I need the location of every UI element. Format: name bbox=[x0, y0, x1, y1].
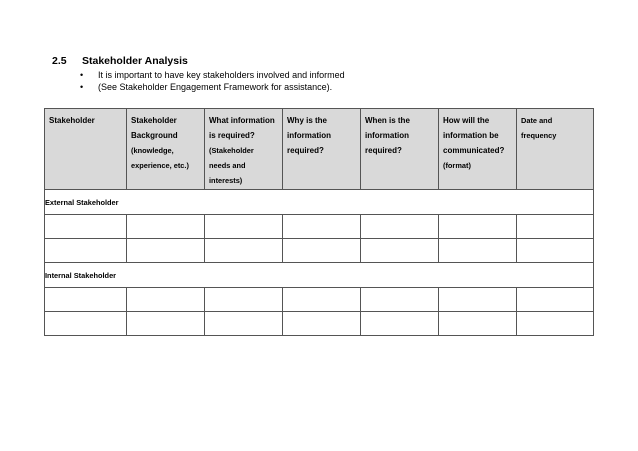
table-cell[interactable] bbox=[517, 215, 594, 239]
table-header-row bbox=[45, 109, 594, 190]
table-row bbox=[45, 312, 594, 336]
table-cell[interactable] bbox=[361, 312, 439, 336]
header-line: experience, etc.) bbox=[131, 161, 189, 170]
header-line: required? bbox=[365, 146, 402, 155]
table-cell[interactable] bbox=[127, 288, 205, 312]
group-row-external bbox=[45, 190, 594, 215]
header-line: is required? bbox=[209, 131, 255, 140]
header-line: needs and bbox=[209, 161, 246, 170]
table-cell[interactable] bbox=[517, 312, 594, 336]
table-cell[interactable] bbox=[439, 288, 517, 312]
header-line: frequency bbox=[521, 131, 557, 140]
table-cell[interactable] bbox=[45, 288, 127, 312]
table-row bbox=[45, 288, 594, 312]
header-line: (format) bbox=[443, 161, 471, 170]
table-cell[interactable] bbox=[361, 239, 439, 263]
header-line: (knowledge, bbox=[131, 146, 174, 155]
header-line: required? bbox=[287, 146, 324, 155]
table-cell[interactable] bbox=[361, 288, 439, 312]
table-cell[interactable] bbox=[517, 239, 594, 263]
header-line: Stakeholder bbox=[49, 116, 95, 125]
table-cell[interactable] bbox=[439, 312, 517, 336]
header-why-required bbox=[283, 109, 361, 190]
bullet-item bbox=[80, 69, 345, 81]
table-cell[interactable] bbox=[283, 215, 361, 239]
header-stakeholder bbox=[45, 109, 127, 190]
table-cell[interactable] bbox=[45, 215, 127, 239]
table-cell[interactable] bbox=[205, 312, 283, 336]
bullet-list bbox=[80, 69, 345, 93]
group-row-internal bbox=[45, 263, 594, 288]
bullet-text: (See Stakeholder Engagement Framework for assistance). bbox=[98, 82, 333, 92]
header-line: How will the bbox=[443, 116, 490, 125]
header-information-required bbox=[205, 109, 283, 190]
table-row bbox=[45, 215, 594, 239]
table-cell[interactable] bbox=[127, 312, 205, 336]
section-heading bbox=[52, 55, 188, 67]
group-label: Internal Stakeholder bbox=[45, 263, 594, 288]
table-cell[interactable] bbox=[439, 215, 517, 239]
header-when-required bbox=[361, 109, 439, 190]
section-number: 2.5 bbox=[52, 55, 67, 67]
group-label: External Stakeholder bbox=[45, 190, 594, 215]
header-line: (Stakeholder bbox=[209, 146, 254, 155]
table-cell[interactable] bbox=[127, 215, 205, 239]
table-cell[interactable] bbox=[205, 288, 283, 312]
header-line: Background bbox=[131, 131, 178, 140]
header-line: interests) bbox=[209, 176, 243, 185]
header-line: information bbox=[365, 131, 409, 140]
table-cell[interactable] bbox=[283, 288, 361, 312]
bullet-icon: • bbox=[80, 82, 84, 92]
table-cell[interactable] bbox=[361, 215, 439, 239]
table-cell[interactable] bbox=[205, 239, 283, 263]
bullet-item bbox=[80, 81, 345, 93]
table-cell[interactable] bbox=[283, 312, 361, 336]
header-line: Why is the bbox=[287, 116, 328, 125]
header-line: Date and bbox=[521, 116, 553, 125]
section-title: Stakeholder Analysis bbox=[82, 55, 188, 67]
header-stakeholder-background bbox=[127, 109, 205, 190]
table-cell[interactable] bbox=[439, 239, 517, 263]
header-line: information be bbox=[443, 131, 499, 140]
header-line: Stakeholder bbox=[131, 116, 177, 125]
table-cell[interactable] bbox=[127, 239, 205, 263]
bullet-text: It is important to have key stakeholders involved and informed bbox=[98, 70, 345, 80]
header-date-frequency bbox=[517, 109, 594, 190]
table-cell[interactable] bbox=[45, 312, 127, 336]
header-line: communicated? bbox=[443, 146, 505, 155]
header-how-communicated bbox=[439, 109, 517, 190]
header-line: When is the bbox=[365, 116, 410, 125]
header-line: What information bbox=[209, 116, 275, 125]
table-cell[interactable] bbox=[283, 239, 361, 263]
header-line: information bbox=[287, 131, 331, 140]
bullet-icon: • bbox=[80, 70, 84, 80]
table-cell[interactable] bbox=[205, 215, 283, 239]
table-cell[interactable] bbox=[517, 288, 594, 312]
table-row bbox=[45, 239, 594, 263]
table-cell[interactable] bbox=[45, 239, 127, 263]
stakeholder-table bbox=[44, 108, 594, 336]
